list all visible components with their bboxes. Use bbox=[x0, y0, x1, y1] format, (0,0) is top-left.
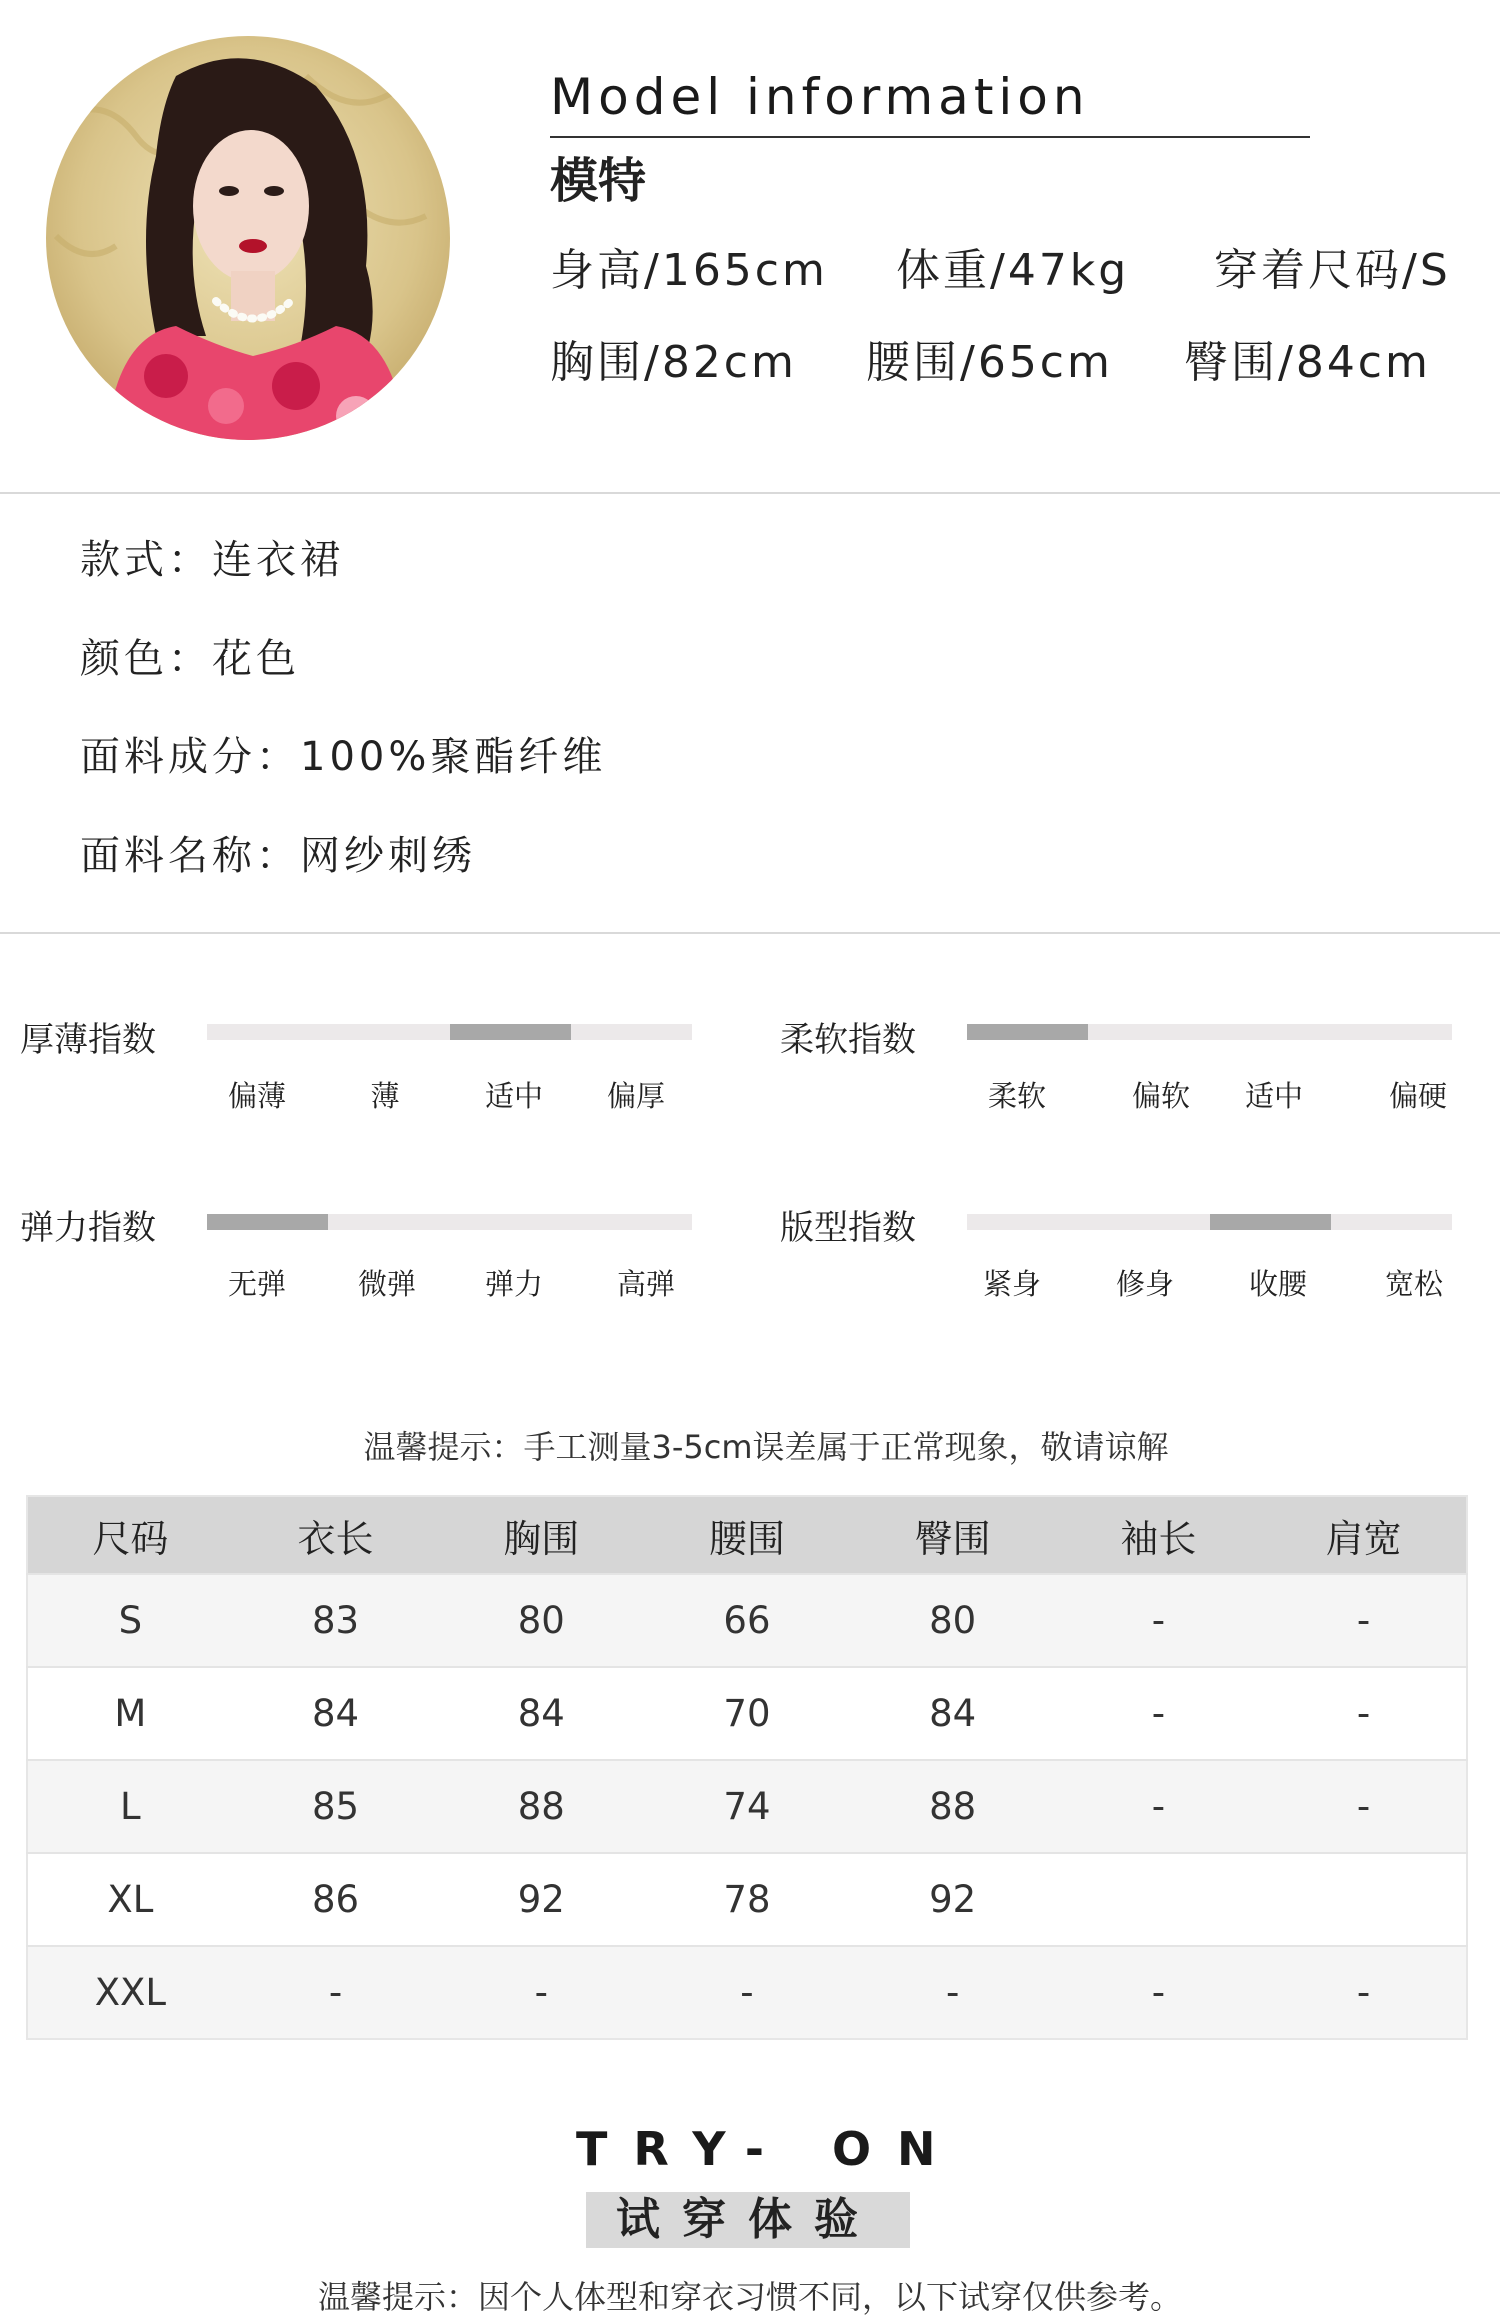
table-cell: - bbox=[1261, 1760, 1467, 1853]
size-note: 温馨提示：手工测量3-5cm误差属于正常现象，敬请谅解 bbox=[363, 1428, 1169, 1466]
table-cell: L bbox=[27, 1760, 233, 1853]
table-cell: - bbox=[1056, 1946, 1262, 2039]
index-title: 版型指数 bbox=[780, 1208, 916, 1248]
index-title: 柔软指数 bbox=[780, 1020, 916, 1060]
table-cell: - bbox=[1056, 1574, 1262, 1667]
table-cell: 84 bbox=[438, 1667, 644, 1760]
table-cell: 78 bbox=[644, 1853, 850, 1946]
table-cell: 83 bbox=[233, 1574, 439, 1667]
index-option-label: 收腰 bbox=[1248, 1267, 1308, 1301]
index-option-label: 弹力 bbox=[484, 1267, 544, 1301]
model-photo bbox=[46, 36, 450, 440]
index-track bbox=[967, 1214, 1452, 1230]
section-divider bbox=[0, 932, 1500, 934]
size-table-header bbox=[27, 1496, 1467, 1574]
model-info-title: Model information bbox=[550, 68, 1090, 126]
index-option-label: 无弹 bbox=[227, 1267, 287, 1301]
table-cell: 92 bbox=[850, 1853, 1056, 1946]
model-subtitle: 模特 bbox=[550, 153, 647, 209]
table-cell: 92 bbox=[438, 1853, 644, 1946]
table-cell: 88 bbox=[438, 1760, 644, 1853]
index-option-label: 偏软 bbox=[1131, 1079, 1191, 1113]
index-option-label: 宽松 bbox=[1384, 1267, 1444, 1301]
index-option-label: 偏薄 bbox=[227, 1079, 287, 1113]
index-track bbox=[207, 1024, 692, 1040]
title-underline bbox=[550, 136, 1310, 138]
index-level-fill bbox=[967, 1024, 1088, 1040]
model-waist: 腰围/65cm bbox=[866, 337, 1113, 388]
table-cell: S bbox=[27, 1574, 233, 1667]
index-option-label: 柔软 bbox=[987, 1079, 1047, 1113]
index-option-label: 高弹 bbox=[616, 1267, 676, 1301]
table-row bbox=[27, 1574, 1467, 1667]
table-cell: - bbox=[1261, 1667, 1467, 1760]
table-cell: M bbox=[27, 1667, 233, 1760]
index-track bbox=[207, 1214, 692, 1230]
table-cell: - bbox=[438, 1946, 644, 2039]
table-cell: 74 bbox=[644, 1760, 850, 1853]
tryon-subtitle: 试穿体验 bbox=[586, 2192, 910, 2248]
index-option-label: 偏厚 bbox=[606, 1079, 666, 1113]
index-option-label: 薄 bbox=[370, 1079, 400, 1113]
table-cell bbox=[1261, 1853, 1467, 1946]
table-cell: - bbox=[233, 1946, 439, 2039]
index-level-fill bbox=[207, 1214, 328, 1230]
product-composition: 面料成分：100%聚酯纤维 bbox=[80, 734, 607, 780]
product-style: 款式：连衣裙 bbox=[80, 537, 344, 583]
index-option-label: 偏硬 bbox=[1388, 1079, 1448, 1113]
header-waist: 腰围 bbox=[644, 1496, 850, 1574]
model-height: 身高/165cm bbox=[550, 245, 828, 296]
index-track bbox=[967, 1024, 1452, 1040]
table-cell: - bbox=[1261, 1574, 1467, 1667]
table-cell: - bbox=[1056, 1667, 1262, 1760]
table-cell: 85 bbox=[233, 1760, 439, 1853]
table-cell: - bbox=[1056, 1760, 1262, 1853]
tryon-note: 温馨提示：因个人体型和穿衣习惯不同，以下试穿仅供参考。 bbox=[317, 2278, 1183, 2316]
header-size: 尺码 bbox=[27, 1496, 233, 1574]
table-row bbox=[27, 1667, 1467, 1760]
index-option-label: 修身 bbox=[1115, 1267, 1175, 1301]
table-cell: 66 bbox=[644, 1574, 850, 1667]
table-cell: 86 bbox=[233, 1853, 439, 1946]
product-color: 颜色：花色 bbox=[80, 636, 300, 682]
table-row bbox=[27, 1760, 1467, 1853]
size-table bbox=[26, 1495, 1468, 2040]
index-level-fill bbox=[1210, 1214, 1331, 1230]
table-cell: - bbox=[850, 1946, 1056, 2039]
table-cell: XL bbox=[27, 1853, 233, 1946]
table-cell: 80 bbox=[850, 1574, 1056, 1667]
index-option-label: 紧身 bbox=[982, 1267, 1042, 1301]
index-option-label: 微弹 bbox=[357, 1267, 417, 1301]
table-cell: XXL bbox=[27, 1946, 233, 2039]
model-size: 穿着尺码/S bbox=[1214, 245, 1451, 296]
table-cell: 88 bbox=[850, 1760, 1056, 1853]
header-shoulder: 肩宽 bbox=[1261, 1496, 1467, 1574]
table-cell: 84 bbox=[850, 1667, 1056, 1760]
table-row bbox=[27, 1853, 1467, 1946]
table-cell: 80 bbox=[438, 1574, 644, 1667]
product-fabric-name: 面料名称：网纱刺绣 bbox=[80, 833, 476, 879]
header-hip: 臀围 bbox=[850, 1496, 1056, 1574]
table-cell: 70 bbox=[644, 1667, 850, 1760]
header-sleeve: 袖长 bbox=[1056, 1496, 1262, 1574]
model-avatar bbox=[46, 36, 450, 440]
model-bust: 胸围/82cm bbox=[550, 337, 797, 388]
section-divider bbox=[0, 492, 1500, 494]
index-option-label: 适中 bbox=[484, 1079, 544, 1113]
model-weight: 体重/47kg bbox=[896, 245, 1130, 296]
table-cell: - bbox=[644, 1946, 850, 2039]
table-cell bbox=[1056, 1853, 1262, 1946]
index-option-label: 适中 bbox=[1244, 1079, 1304, 1113]
index-title: 厚薄指数 bbox=[20, 1020, 156, 1060]
tryon-title: TRY- ON bbox=[576, 2122, 962, 2176]
index-title: 弹力指数 bbox=[20, 1208, 156, 1248]
table-row bbox=[27, 1946, 1467, 2039]
header-length: 衣长 bbox=[233, 1496, 439, 1574]
index-level-fill bbox=[450, 1024, 571, 1040]
table-cell: - bbox=[1261, 1946, 1467, 2039]
table-cell: 84 bbox=[233, 1667, 439, 1760]
header-bust: 胸围 bbox=[438, 1496, 644, 1574]
model-hip: 臀围/84cm bbox=[1184, 337, 1431, 388]
